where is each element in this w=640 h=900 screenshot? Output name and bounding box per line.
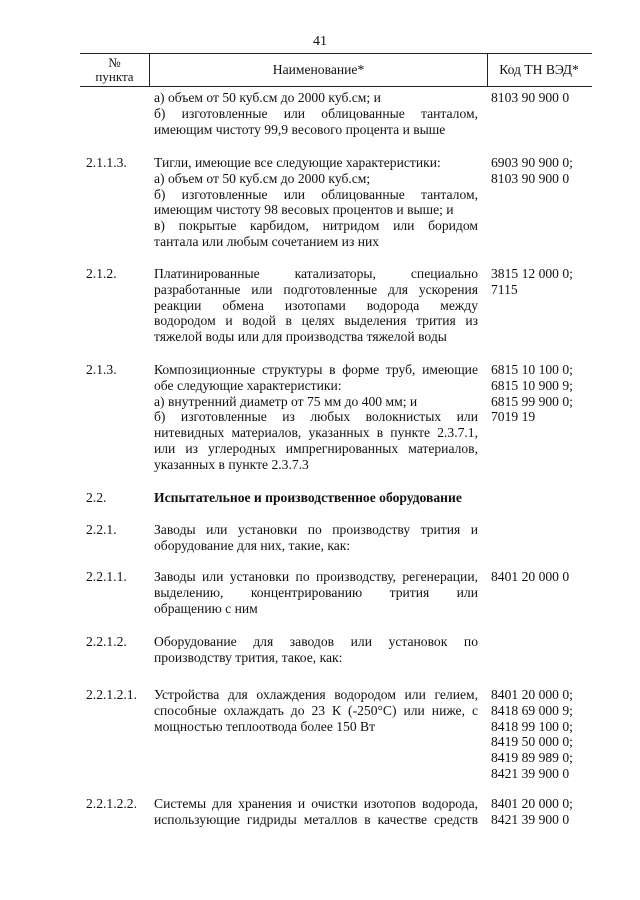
row-name [154,522,478,554]
header-code-cell: Код ТН ВЭД* [486,53,592,87]
row-name-line: нитевидных материалов, указанных в пункте 2.3.7.1, [154,425,478,441]
row-name-line: б) изготовленные из любых волокнистых или [154,409,478,425]
table-header [80,53,592,85]
row-number: 2.1.3. [86,362,117,377]
row-code: 8419 89 989 0; [491,750,573,766]
row-codes [491,155,601,187]
row-name-line: Устройства для охлаждения водородом или гелием, [154,687,478,702]
row-code: 8419 50 000 0; [491,734,573,750]
row-code: 8418 99 100 0; [491,718,573,734]
row-number: 2.2. [86,490,107,505]
row-name-line: имеющим чистоту 98 весовых процентов и выше; и [154,202,454,218]
row-name [154,155,478,250]
row-name-line: Испытательное и производственное оборудование [154,490,462,505]
row-name-line: Композиционные структуры в форме труб, имеющие [154,362,478,377]
row-code: 8401 20 000 0; [491,796,573,811]
row-number: 2.1.1.3. [86,155,127,170]
row-name-line: оборудование для них, такие, как: [154,537,351,553]
row-name [154,362,478,473]
row-code: 7115 [491,281,518,297]
row-code: 8103 90 900 0 [491,90,570,105]
row-codes [491,796,601,828]
row-code: 8418 69 000 9; [491,702,573,718]
row-name-line: использующие гидриды металлов в качестве средств [154,811,478,827]
row-name-line: тяжелой воды или для производства тяжелой воды [154,329,447,345]
row-name-line: Платинированные катализаторы, специально [154,266,478,281]
row-name-line: тантала или любым сочетанием из них [154,233,380,249]
row-code: 3815 12 000 0; [491,266,573,281]
row-code: 8103 90 900 0 [491,170,570,186]
row-name-line: Системы для хранения и очистки изотопов водорода, [154,796,478,811]
row-name-line: водородом и водой в целях выделения трития из [154,313,478,329]
row-code: 6903 90 900 0; [491,155,573,170]
row-name-line: Тигли, имеющие все следующие характеристики: [154,155,441,170]
row-name [154,266,478,345]
row-name-line: обе следующие характеристики: [154,377,342,393]
row-number: 2.2.1.2. [86,634,127,649]
row-name-line: в) покрытые карбидом, нитридом или боридом [154,218,478,234]
row-name-line: Оборудование для заводов или установок по [154,634,478,649]
row-name-line: а) объем от 50 куб.см до 2000 куб.см; [154,170,371,186]
row-name [154,490,478,506]
header-number-label: пункта [95,69,134,84]
row-number: 2.2.1. [86,522,117,537]
row-name [154,796,478,828]
row-name-line: Заводы или установки по производству трития и [154,522,478,537]
row-name-line: реакции обмена изотопами водорода между [154,297,478,313]
row-name-line: мощностью теплоотвода более 150 Вт [154,718,376,734]
row-name [154,687,478,734]
row-name [154,634,478,666]
row-codes [491,362,601,425]
header-number-symbol: № [108,55,121,70]
row-name-line: выделению, концентрированию трития или [154,584,478,600]
row-code: 7019 19 [491,409,536,425]
row-name-line: а) объем от 50 куб.см до 2000 куб.см; и [154,90,381,105]
row-number: 2.2.1.2.1. [86,687,137,702]
row-code: 8421 39 900 0 [491,811,570,827]
row-name-line: Заводы или установки по производству, регенерации, [154,569,478,584]
row-code: 8401 20 000 0 [491,569,570,584]
row-name-line: разработанные или подготовленные для ускорения [154,281,478,297]
header-name-cell: Наименование* [149,53,488,87]
row-name-line: или из углеродных импрегнированных материалов, [154,440,478,456]
row-number: 2.1.2. [86,266,117,281]
header-number-cell [80,53,149,87]
page-number: 41 [313,34,327,49]
row-code: 8421 39 900 0 [491,765,570,781]
row-name [154,569,478,616]
row-name-line: указанных в пункте 2.3.7.3 [154,456,309,472]
row-name-line: имеющим чистоту 99,9 весового процента и выше [154,121,446,137]
row-codes [491,266,601,298]
row-codes [491,90,601,106]
row-name-line: производству трития, такое, как: [154,649,343,665]
row-code: 6815 10 100 0; [491,362,573,377]
row-name-line: способные охлаждать до 23 К (-250°С) или ниже, с [154,702,478,718]
row-name-line: обращению с ним [154,600,258,616]
row-name-line: б) изготовленные или облицованные танталом, [154,186,478,202]
row-number: 2.2.1.1. [86,569,127,584]
row-name [154,90,478,137]
row-name-line: б) изготовленные или облицованные танталом, [154,105,478,121]
row-codes [491,687,601,782]
row-codes [491,569,601,585]
row-name-line: а) внутренний диаметр от 75 мм до 400 мм; и [154,393,418,409]
row-code: 8401 20 000 0; [491,687,573,702]
row-number: 2.2.1.2.2. [86,796,137,811]
row-code: 6815 99 900 0; [491,393,573,409]
row-code: 6815 10 900 9; [491,377,573,393]
